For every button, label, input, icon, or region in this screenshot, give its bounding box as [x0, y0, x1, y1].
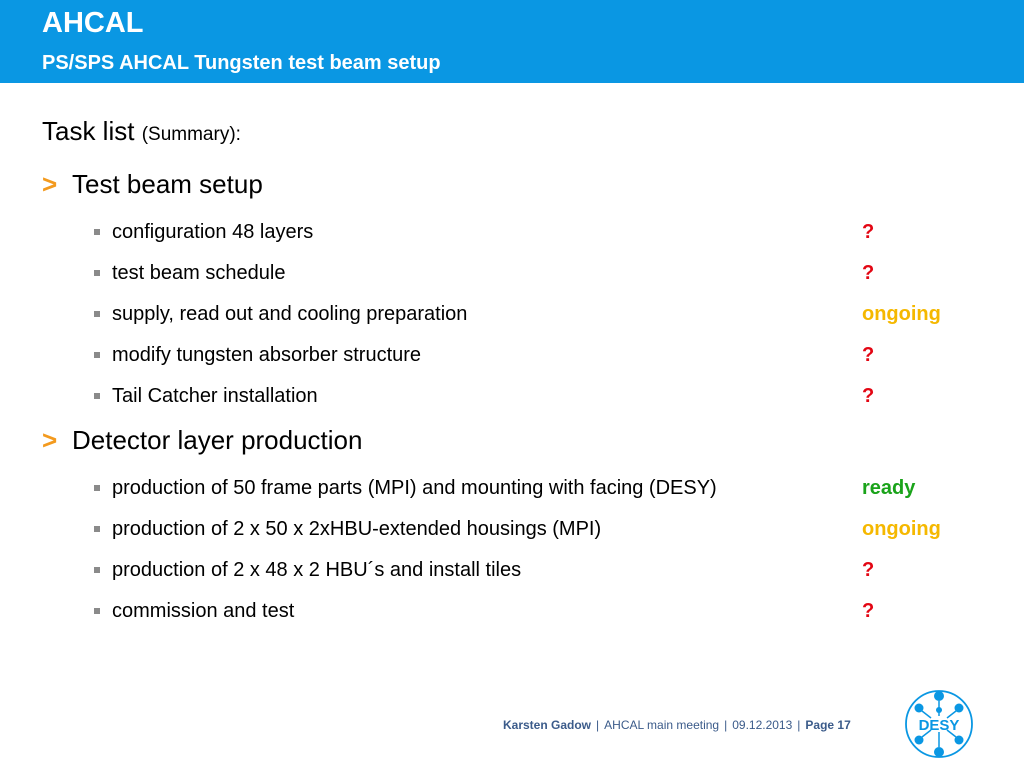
item-label: test beam schedule	[112, 262, 286, 284]
status-badge: ready	[862, 477, 916, 499]
slide-subtitle: PS/SPS AHCAL Tungsten test beam setup	[42, 52, 441, 74]
section-title: Test beam setup	[72, 169, 263, 199]
square-bullet-icon	[94, 352, 100, 358]
list-item	[92, 260, 972, 286]
list-item	[92, 219, 972, 245]
list-item	[92, 557, 972, 583]
status-badge: ongoing	[862, 518, 941, 540]
slide-footer	[503, 717, 851, 733]
square-bullet-icon	[94, 311, 100, 317]
item-label: modify tungsten absorber structure	[112, 344, 422, 366]
list-item	[92, 598, 972, 624]
section-title: Detector layer production	[72, 425, 363, 455]
task-list-label: Task list	[42, 116, 135, 146]
status-badge: ?	[862, 559, 875, 581]
status-badge: ?	[862, 385, 875, 407]
footer-separator: |	[797, 718, 801, 732]
item-label: configuration 48 layers	[112, 221, 314, 243]
status-badge: ?	[862, 262, 875, 284]
footer-date: 09.12.2013	[732, 718, 793, 732]
square-bullet-icon	[94, 526, 100, 532]
section-test-beam-setup	[42, 167, 263, 201]
desy-logo-text: DESY	[918, 717, 960, 734]
square-bullet-icon	[94, 229, 100, 235]
item-label: production of 2 x 48 x 2 HBU´s and install tiles	[112, 559, 522, 581]
item-label: supply, read out and cooling preparation	[112, 303, 468, 325]
slide-header	[0, 0, 1024, 83]
list-item	[92, 342, 972, 368]
desy-logo	[903, 688, 975, 760]
square-bullet-icon	[94, 393, 100, 399]
section-detector-layer-production	[42, 423, 362, 457]
arrow-icon: >	[42, 425, 58, 455]
item-label: production of 2 x 50 x 2xHBU-extended housings (MPI)	[112, 518, 602, 540]
status-badge: ongoing	[862, 303, 941, 325]
footer-separator: |	[724, 718, 728, 732]
square-bullet-icon	[94, 608, 100, 614]
item-label: commission and test	[112, 600, 295, 622]
list-item	[92, 475, 972, 501]
footer-separator: |	[596, 718, 600, 732]
square-bullet-icon	[94, 485, 100, 491]
status-badge: ?	[862, 221, 875, 243]
list-item	[92, 516, 972, 542]
footer-meeting: AHCAL main meeting	[604, 718, 720, 732]
list-item	[92, 383, 972, 409]
arrow-icon: >	[42, 169, 58, 199]
task-list-heading	[42, 114, 241, 152]
status-badge: ?	[862, 344, 875, 366]
item-label: Tail Catcher installation	[112, 385, 318, 407]
slide-title: AHCAL	[42, 7, 144, 39]
list-item	[92, 301, 972, 327]
footer-page-number: Page 17	[805, 718, 851, 732]
status-badge: ?	[862, 600, 875, 622]
square-bullet-icon	[94, 567, 100, 573]
footer-author: Karsten Gadow	[503, 718, 592, 732]
item-label: production of 50 frame parts (MPI) and mounting with facing (DESY)	[112, 477, 717, 499]
task-list-note: (Summary):	[141, 124, 241, 145]
square-bullet-icon	[94, 270, 100, 276]
